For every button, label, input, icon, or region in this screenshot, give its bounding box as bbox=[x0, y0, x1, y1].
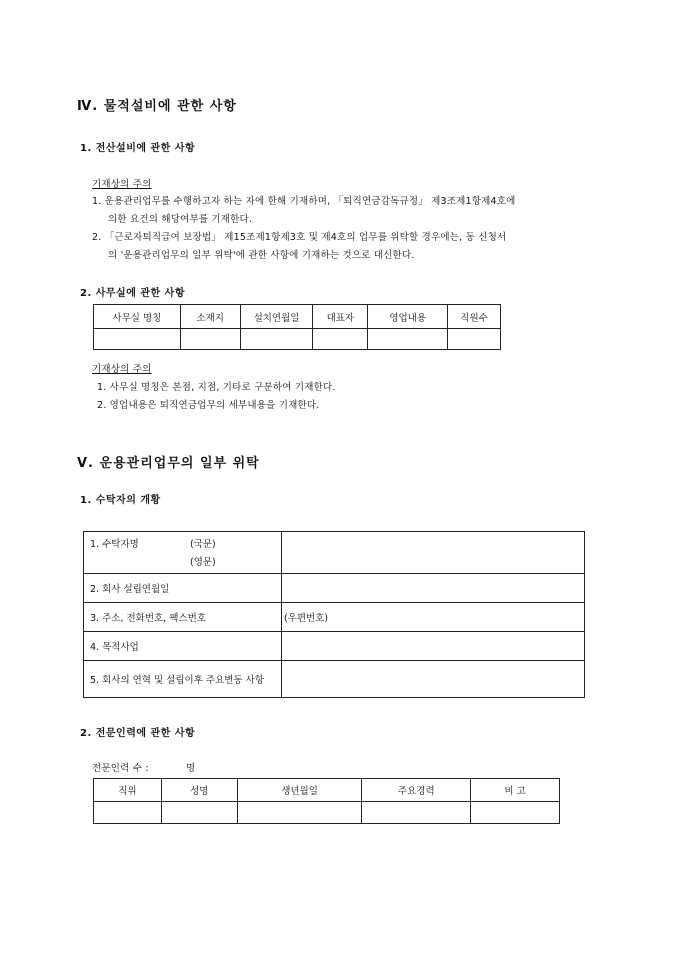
empty-cell[interactable] bbox=[471, 802, 560, 824]
column-header: 사무실 명칭 bbox=[94, 305, 181, 329]
note-title: 기재상의 주의 bbox=[92, 364, 152, 375]
specialist-table bbox=[93, 778, 560, 824]
column-header: 직위 bbox=[94, 779, 162, 802]
business-purpose-value[interactable] bbox=[281, 632, 584, 661]
establishment-date-label: 2. 회사 설립연월일 bbox=[84, 574, 282, 603]
table-row bbox=[84, 661, 585, 698]
column-header: 생년월일 bbox=[237, 779, 362, 802]
korean-name-label: (국문) bbox=[190, 539, 216, 550]
empty-cell[interactable] bbox=[161, 802, 237, 824]
table-header-row bbox=[94, 305, 501, 329]
empty-cell[interactable] bbox=[362, 802, 471, 824]
table-row bbox=[84, 574, 585, 603]
trustee-overview-heading: 1. 수탁자의 개황 bbox=[80, 495, 161, 506]
company-history-value[interactable] bbox=[281, 661, 584, 698]
company-history-label: 5. 회사의 연혁 및 설립이후 주요변동 사항 bbox=[84, 661, 282, 698]
computer-facilities-heading: 1. 전산설비에 관한 사항 bbox=[80, 143, 196, 154]
office-heading: 2. 사무실에 관한 사항 bbox=[80, 288, 185, 299]
office-table bbox=[93, 304, 501, 350]
trustee-name-value[interactable] bbox=[281, 532, 584, 574]
trustee-table bbox=[83, 531, 585, 698]
specialist-count-unit: 명 bbox=[186, 763, 196, 774]
empty-cell[interactable] bbox=[237, 802, 362, 824]
column-header: 대표자 bbox=[313, 305, 368, 329]
address-label: 3. 주소, 전화번호, 팩스번호 bbox=[84, 603, 282, 632]
empty-cell[interactable] bbox=[94, 329, 181, 350]
note-line: 1. 운용관리업무를 수행하고자 하는 자에 한해 기재하며, 「퇴직연금감독규정」 제3조제1항제4호에 bbox=[92, 196, 516, 207]
table-row bbox=[94, 802, 560, 824]
table-row bbox=[94, 329, 501, 350]
business-purpose-label: 4. 목적사업 bbox=[84, 632, 282, 661]
column-header: 영업내용 bbox=[368, 305, 448, 329]
column-header: 설치연월일 bbox=[240, 305, 313, 329]
empty-cell[interactable] bbox=[368, 329, 448, 350]
empty-cell[interactable] bbox=[94, 802, 162, 824]
establishment-date-value[interactable] bbox=[281, 574, 584, 603]
empty-cell[interactable] bbox=[313, 329, 368, 350]
trustee-name-label: 1. 수탁자명 bbox=[90, 539, 139, 550]
note-title: 기재상의 주의 bbox=[92, 179, 152, 190]
note-line: 2. 「근로자퇴직급여 보장법」 제15조제1항제3호 및 제4호의 업무를 위탁할 경우에는, 동 신청서 bbox=[92, 232, 507, 243]
note-line: 1. 사무실 명칭은 본점, 지점, 기타로 구분하여 기재한다. bbox=[97, 382, 336, 393]
empty-cell[interactable] bbox=[180, 329, 240, 350]
note-line: 의 '운용관리업무의 일부 위탁'에 관한 사항에 기재하는 것으로 대신한다. bbox=[108, 250, 415, 261]
empty-cell[interactable] bbox=[240, 329, 313, 350]
section4-title: Ⅳ. 물적설비에 관한 사항 bbox=[77, 99, 237, 114]
table-header-row bbox=[94, 779, 560, 802]
section5-title: Ⅴ. 운용관리업무의 일부 위탁 bbox=[77, 456, 260, 471]
english-name-label: (영문) bbox=[190, 557, 216, 568]
table-row bbox=[84, 632, 585, 661]
specialists-heading: 2. 전문인력에 관한 사항 bbox=[80, 728, 196, 739]
note-line: 2. 영업내용은 퇴직연금업무의 세부내용을 기재한다. bbox=[97, 400, 320, 411]
trustee-name-label-cell bbox=[84, 532, 282, 574]
column-header: 직원수 bbox=[448, 305, 501, 329]
column-header: 비 고 bbox=[471, 779, 560, 802]
column-header: 소재지 bbox=[180, 305, 240, 329]
column-header: 성명 bbox=[161, 779, 237, 802]
table-row bbox=[84, 532, 585, 574]
column-header: 주요경력 bbox=[362, 779, 471, 802]
specialist-count-label: 전문인력 수 : bbox=[92, 763, 149, 774]
table-row bbox=[84, 603, 585, 632]
note-line: 의한 요건의 해당여부를 기재한다. bbox=[108, 214, 253, 225]
postal-code-label[interactable]: (우편번호) bbox=[281, 603, 584, 632]
empty-cell[interactable] bbox=[448, 329, 501, 350]
